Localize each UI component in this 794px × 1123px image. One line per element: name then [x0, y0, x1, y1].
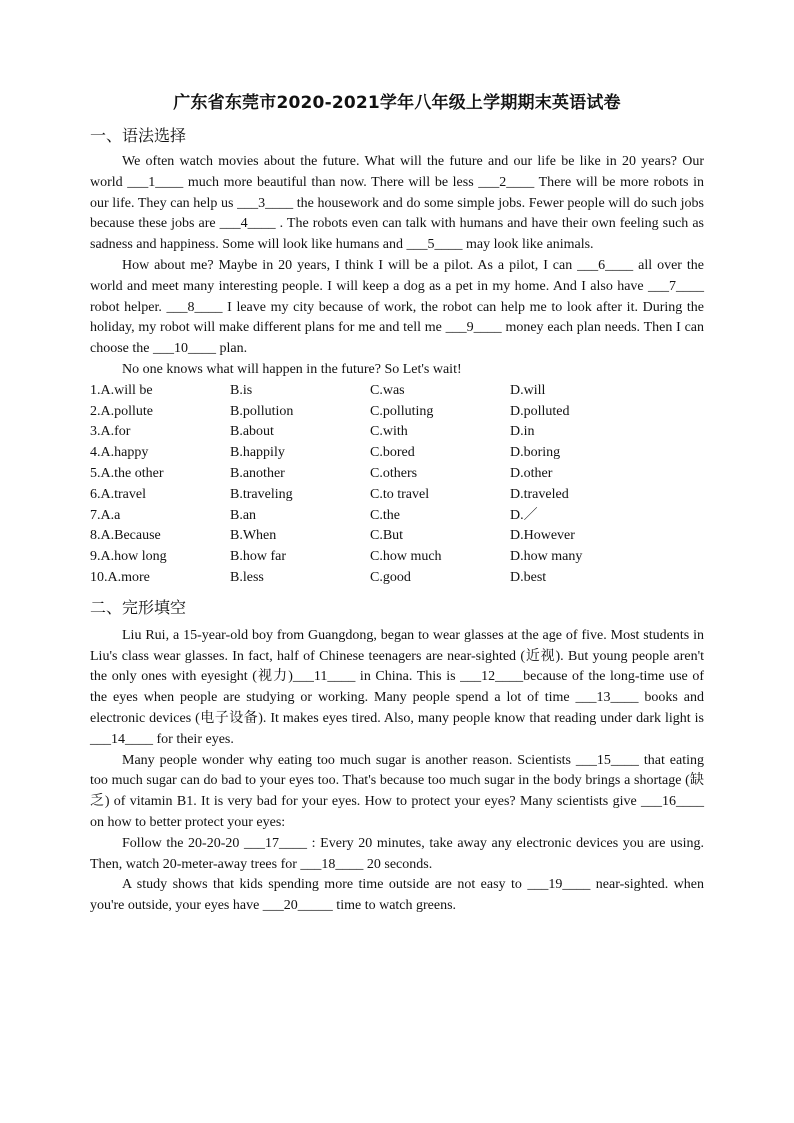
option-d: D.other: [510, 465, 553, 481]
option-d: D.traveled: [510, 486, 569, 502]
option-a: 3.A.for: [90, 424, 131, 440]
section-heading-cloze: 二、完形填空: [90, 597, 187, 617]
option-b: B.traveling: [230, 486, 293, 502]
option-a: 4.A.happy: [90, 445, 149, 461]
option-row: [90, 402, 704, 423]
option-b: B.an: [230, 507, 257, 523]
option-d: D.／: [510, 507, 538, 523]
option-c: C.good: [370, 569, 411, 585]
option-a: 1.A.will be: [90, 382, 153, 398]
option-c: C.polluting: [370, 403, 434, 419]
option-row: [90, 422, 704, 443]
option-c: C.to travel: [370, 486, 430, 502]
option-b: B.When: [230, 528, 277, 544]
option-c: C.others: [370, 465, 418, 481]
grammar-paragraph-1: We often watch movies about the future. What will the future and our life be like in 20 years? Our world ___1____ much more beautiful than now. There will be less ___2____ There will be more robots in our life. They can help us ___3____ the housework and do some simple jobs. Fewer people will do such jobs because these jobs are ___4____ . The robots even can talk with humans and have their own feeling such as sadness and happiness. Some will look like humans and ___5____ may look like animals.: [90, 154, 704, 253]
cloze-paragraph-1: Liu Rui, a 15-year-old boy from Guangdong, began to wear glasses at the age of five. Most students in Liu's class wear glasses. In fact, half of Chinese teenagers are near-sighted (近视). But young people aren't the only ones with eyesight (视力)___11____ in China. This is ___12____because of the long-time use of the eyes when people are studying or working. Many people spend a lot of time ___13____ books and electronic devices (电子设备). It makes eyes tired. Also, many people know that reading under dark light is ___14____ for their eyes.: [90, 627, 704, 747]
cloze-paragraph-3: Follow the 20-20-20 ___17____ : Every 20 minutes, take away any electronic devices you are using. Then, watch 20-meter-away trees for ___18____ 20 seconds.: [90, 835, 704, 872]
option-b: B.another: [230, 465, 285, 481]
option-row: [90, 547, 704, 568]
option-b: B.happily: [230, 445, 285, 461]
option-row: [90, 485, 704, 506]
section-heading-grammar: 一、语法选择: [90, 126, 187, 145]
page-title: 广东省东莞市2020-2021学年八年级上学期期末英语试卷: [173, 93, 621, 113]
option-d: D.polluted: [510, 403, 570, 419]
options-list: [90, 381, 704, 589]
option-row: [90, 381, 704, 402]
option-b: B.is: [230, 382, 253, 398]
option-row: [90, 443, 704, 464]
option-c: C.with: [370, 424, 408, 440]
option-d: D.will: [510, 382, 546, 398]
option-b: B.pollution: [230, 403, 294, 419]
option-a: 9.A.how long: [90, 549, 167, 565]
option-b: B.about: [230, 424, 274, 440]
cloze-paragraph-2: Many people wonder why eating too much sugar is another reason. Scientists ___15____ that eating too much sugar can do bad to your eyes too. That's because too much sugar in the body brings a shortage (缺乏) of vitamin B1. It is very bad for your eyes. How to protect your eyes? Many scientists give ___16____ on how to better protect your eyes:: [90, 752, 704, 830]
option-row: [90, 464, 704, 485]
option-row: [90, 506, 704, 527]
option-b: B.how far: [230, 549, 286, 565]
option-row: [90, 526, 704, 547]
option-a: 8.A.Because: [90, 528, 161, 544]
option-a: 2.A.pollute: [90, 403, 153, 419]
option-c: C.was: [370, 382, 405, 398]
option-a: 7.A.a: [90, 507, 121, 523]
option-d: D.in: [510, 424, 535, 440]
option-row: [90, 568, 704, 589]
option-d: D.boring: [510, 445, 561, 461]
option-b: B.less: [230, 569, 264, 585]
option-a: 10.A.more: [90, 569, 150, 585]
option-a: 6.A.travel: [90, 486, 146, 502]
option-a: 5.A.the other: [90, 465, 164, 481]
option-c: C.But: [370, 528, 404, 544]
option-c: C.the: [370, 507, 400, 523]
grammar-paragraph-3: No one knows what will happen in the future? So Let's wait!: [122, 361, 462, 377]
option-d: D.best: [510, 569, 547, 585]
option-d: D.However: [510, 528, 575, 544]
grammar-paragraph-2: How about me? Maybe in 20 years, I think I will be a pilot. As a pilot, I can ___6____ all over the world and meet many interesting people. I will keep a dog as a pet in my home. And I also have ___7____ robot helper. ___8____ I leave my city because of work, the robot can help me to look after it. During the holiday, my robot will make different plans for me and tell me ___9____ money each plan needs. Then I can choose the ___10____ plan.: [90, 257, 704, 357]
exam-page: [90, 88, 704, 917]
option-d: D.how many: [510, 549, 583, 565]
cloze-paragraph-4: A study shows that kids spending more time outside are not easy to ___19____ near-sighted. when you're outside, your eyes have ___20_____ time to watch greens.: [90, 877, 704, 914]
option-c: C.how much: [370, 549, 442, 565]
option-c: C.bored: [370, 445, 415, 461]
